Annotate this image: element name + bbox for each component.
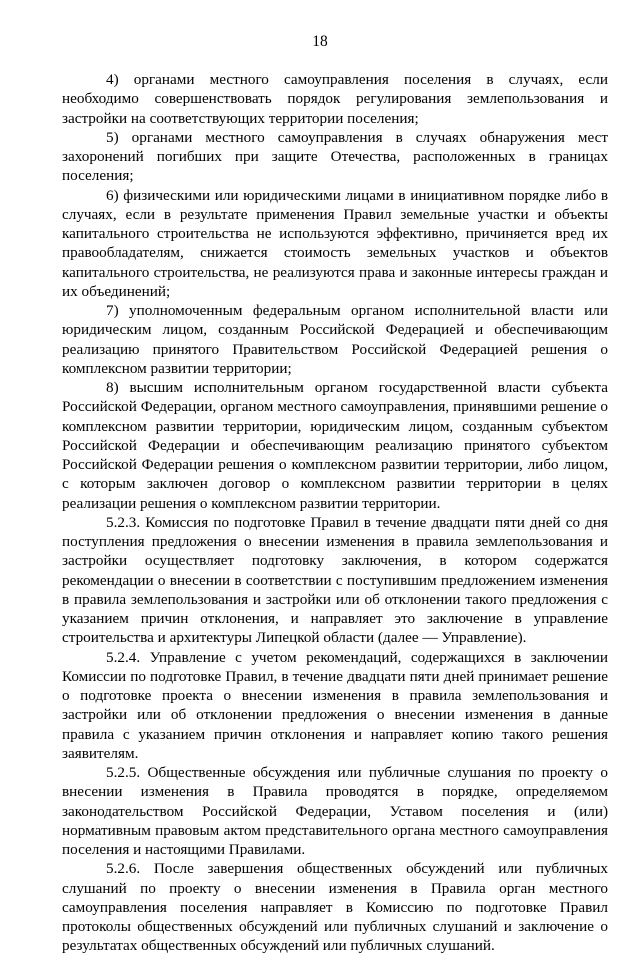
paragraph-item-4: 4) органами местного самоуправления поселения в случаях, если необходимо совершенствовать порядок регулирования землепользования и застройки на соответствующих территории поселения; (62, 71, 608, 127)
document-body (62, 70, 608, 956)
paragraph-5-2-5: 5.2.5. Общественные обсуждения или публичные слушания по проекту о внесении изменения в Правила проводятся в порядке, определяемом законодательством Российской Федерации, Уставом поселения и (или) нормативным правовым актом представительного органа местного самоуправления поселения и настоящими Правилами. (62, 764, 608, 858)
paragraph-item-6: 6) физическими или юридическими лицами в инициативном порядке либо в случаях, если в результате применения Правил земельные участки и объекты капитального строительства не используются эффективно, причиняется вред их правообладателям, снижается стоимость земельных участков и объектов капитального строительства, не реализуются права и законные интересы граждан и их объединений; (62, 186, 608, 300)
paragraph-item-5: 5) органами местного самоуправления в случаях обнаружения мест захоронений погибших при защите Отечества, расположенных в границах поселения; (62, 128, 608, 185)
paragraph-item-8: 8) высшим исполнительным органом государственной власти субъекта Российской Федерации, органом местного самоуправления, принявшими решение о комплексном развитии территории, юридическим лицом, созданным субъектом Российской Федерации и обеспечивающим реализацию принятого субъектом Российской Федерации решения о комплексном развитии территории, либо лицом, с которым заключен договор о комплексном развитии территории в целях реализации решения о комплексном развитии территории. (62, 379, 608, 512)
paragraph-5-2-6: 5.2.6. После завершения общественных обсуждений или публичных слушаний по проекту о внесении изменения в Правила орган местного самоуправления поселения направляет в Комиссию по подготовке Правил протоколы общественных обсуждений или публичных слушаний и заключение о результатах общественных обсуждений или публичных слушаний. (62, 860, 608, 955)
paragraph-5-2-3: 5.2.3. Комиссия по подготовке Правил в течение двадцати пяти дней со дня поступления предложения о внесении изменения в правила землепользования и застройки осуществляет подготовку заключения, в котором содержатся рекомендации о внесении в соответствии с поступившим предложением изменения в правила землепользования и застройки или об отклонении такого предложения с указанием причин отклонения, и направляет это заключение в управление строительства и архитектуры Липецкой области (далее — Управление). (62, 513, 608, 647)
paragraph-item-7: 7) уполномоченным федеральным органом исполнительной власти или юридическим лицом, созданным Российской Федерацией и обеспечивающим реализацию принятого Правительством Российской Федерацией решения о комплексном развитии территории; (62, 302, 608, 377)
paragraph-5-2-4: 5.2.4. Управление с учетом рекомендаций, содержащихся в заключении Комиссии по подготовке Правил, в течение двадцати пяти дней принимает решение о подготовке проекта о внесении изменения в правила землепользования и застройки или об отклонении предложения о внесении изменения в данные правила с указанием причин отклонения и направляет копию такого решения заявителям. (62, 648, 608, 762)
page-number: 18 (312, 33, 328, 50)
